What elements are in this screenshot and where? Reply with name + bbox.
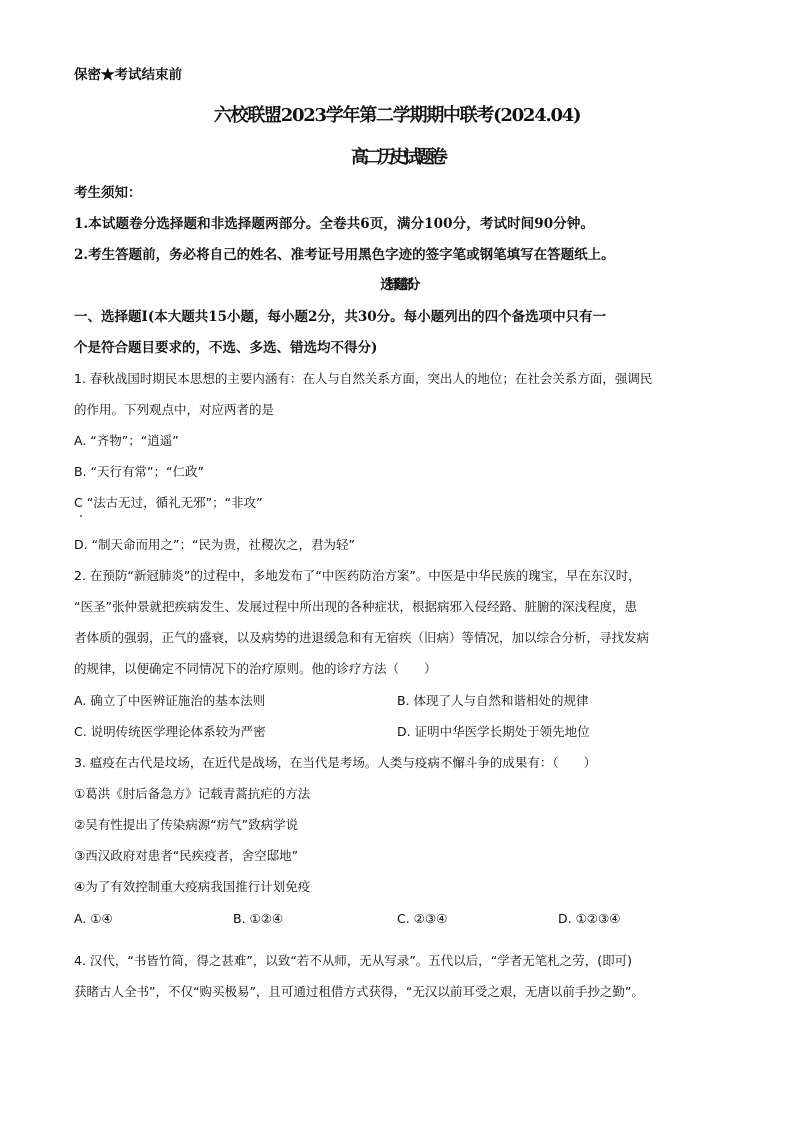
section-instruction-line-2: 个是符合题目要求的，不选、多选、错选均不得分) <box>74 340 378 356</box>
q2-option-a: A. 确立了中医辨证施治的基本法则 <box>74 693 266 708</box>
q1-stem-line-2: 的作用。下列观点中，对应两者的是 <box>74 402 275 417</box>
scan-dot-mark <box>80 515 82 517</box>
q3-option-d: D. ①②③④ <box>558 911 621 926</box>
exam-title: 六校联盟2023学年第二学期期中联考(2024.04) <box>213 105 581 126</box>
notice-item-1: 1.本试题卷分选择题和非选择题两部分。全卷共6页，满分100分，考试时间90分钟。 <box>74 216 595 232</box>
q2-option-b: B. 体现了人与自然和谐相处的规律 <box>397 693 589 708</box>
notice-heading: 考生须知： <box>74 185 142 201</box>
q1-option-d: D. “制天命而用之”；“民为贵，社稷次之，君为轻” <box>74 537 355 552</box>
q2-stem-line-3: 者体质的强弱，正气的盛衰，以及病势的进退缓急和有无宿疾（旧病）等情况，加以综合分析，寻找发病 <box>74 630 650 645</box>
q3-option-c: C. ②③④ <box>397 911 448 926</box>
q1-option-b: B. “天行有常”；“仁政” <box>74 464 204 479</box>
q4-stem-line-1: 4. 汉代，“书皆竹简，得之甚难”，以致“若不从师，无从写录”。五代以后，“学者无笔札之劳，(即可) <box>74 953 633 968</box>
confidential-label: 保密★考试结束前 <box>74 67 182 83</box>
q3-option-a: A. ①④ <box>74 911 113 926</box>
notice-item-2: 2.考生答题前，务必将自己的姓名、准考证号用黑色字迹的签字笔或钢笔填写在答题纸上。 <box>74 247 615 263</box>
section-part-title: 选择题部分 <box>380 277 414 293</box>
q1-option-a: A. “齐物”；“逍遥” <box>74 433 179 448</box>
q1-option-c: C “法古无过，循礼无邪”；“非攻” <box>74 495 263 510</box>
exam-subtitle: 高二历史试题卷 <box>351 147 443 168</box>
q3-item-3: ③西汉政府对患者“民疾疫者，舍空邸地” <box>74 848 299 863</box>
q4-stem-line-2: 获睹古人全书”，不仅“购买极易”，且可通过租借方式获得，“无汉以前耳受之艰，无唐以前手抄之勤”。 <box>74 984 644 999</box>
q2-stem-line-2: “医圣”张仲景就把疾病发生、发展过程中所出现的各种症状，根据病邪入侵经路、脏腑的深浅程度，患 <box>74 599 637 614</box>
q2-option-d: D. 证明中华医学长期处于领先地位 <box>397 724 590 739</box>
q3-stem: 3. 瘟疫在古代是坟场，在近代是战场，在当代是考场。人类与疫病不懈斗争的成果有：（ ） <box>74 755 597 770</box>
q3-item-2: ②吴有性提出了传染病源“疠气”致病学说 <box>74 817 299 832</box>
q2-option-c: C. 说明传统医学理论体系较为严密 <box>74 724 266 739</box>
section-instruction-line-1: 一、选择题Ⅰ(本大题共15小题，每小题2分，共30分。每小题列出的四个备选项中只有一 <box>74 309 607 325</box>
q2-stem-line-1: 2. 在预防“新冠肺炎”的过程中，多地发布了“中医药防治方案”。中医是中华民族的瑰宝，早在东汉时， <box>74 568 641 583</box>
q1-stem-line-1: 1. 春秋战国时期民本思想的主要内涵有：在人与自然关系方面，突出人的地位；在社会关系方面，强调民 <box>74 371 653 386</box>
q3-item-4: ④为了有效控制重大疫病我国推行计划免疫 <box>74 879 311 894</box>
q3-option-b: B. ①②④ <box>233 911 284 926</box>
q3-item-1: ①葛洪《肘后备急方》记载青蒿抗疟的方法 <box>74 786 311 801</box>
q2-stem-line-4: 的规律，以便确定不同情况下的治疗原则。他的诊疗方法（ ） <box>74 661 437 676</box>
